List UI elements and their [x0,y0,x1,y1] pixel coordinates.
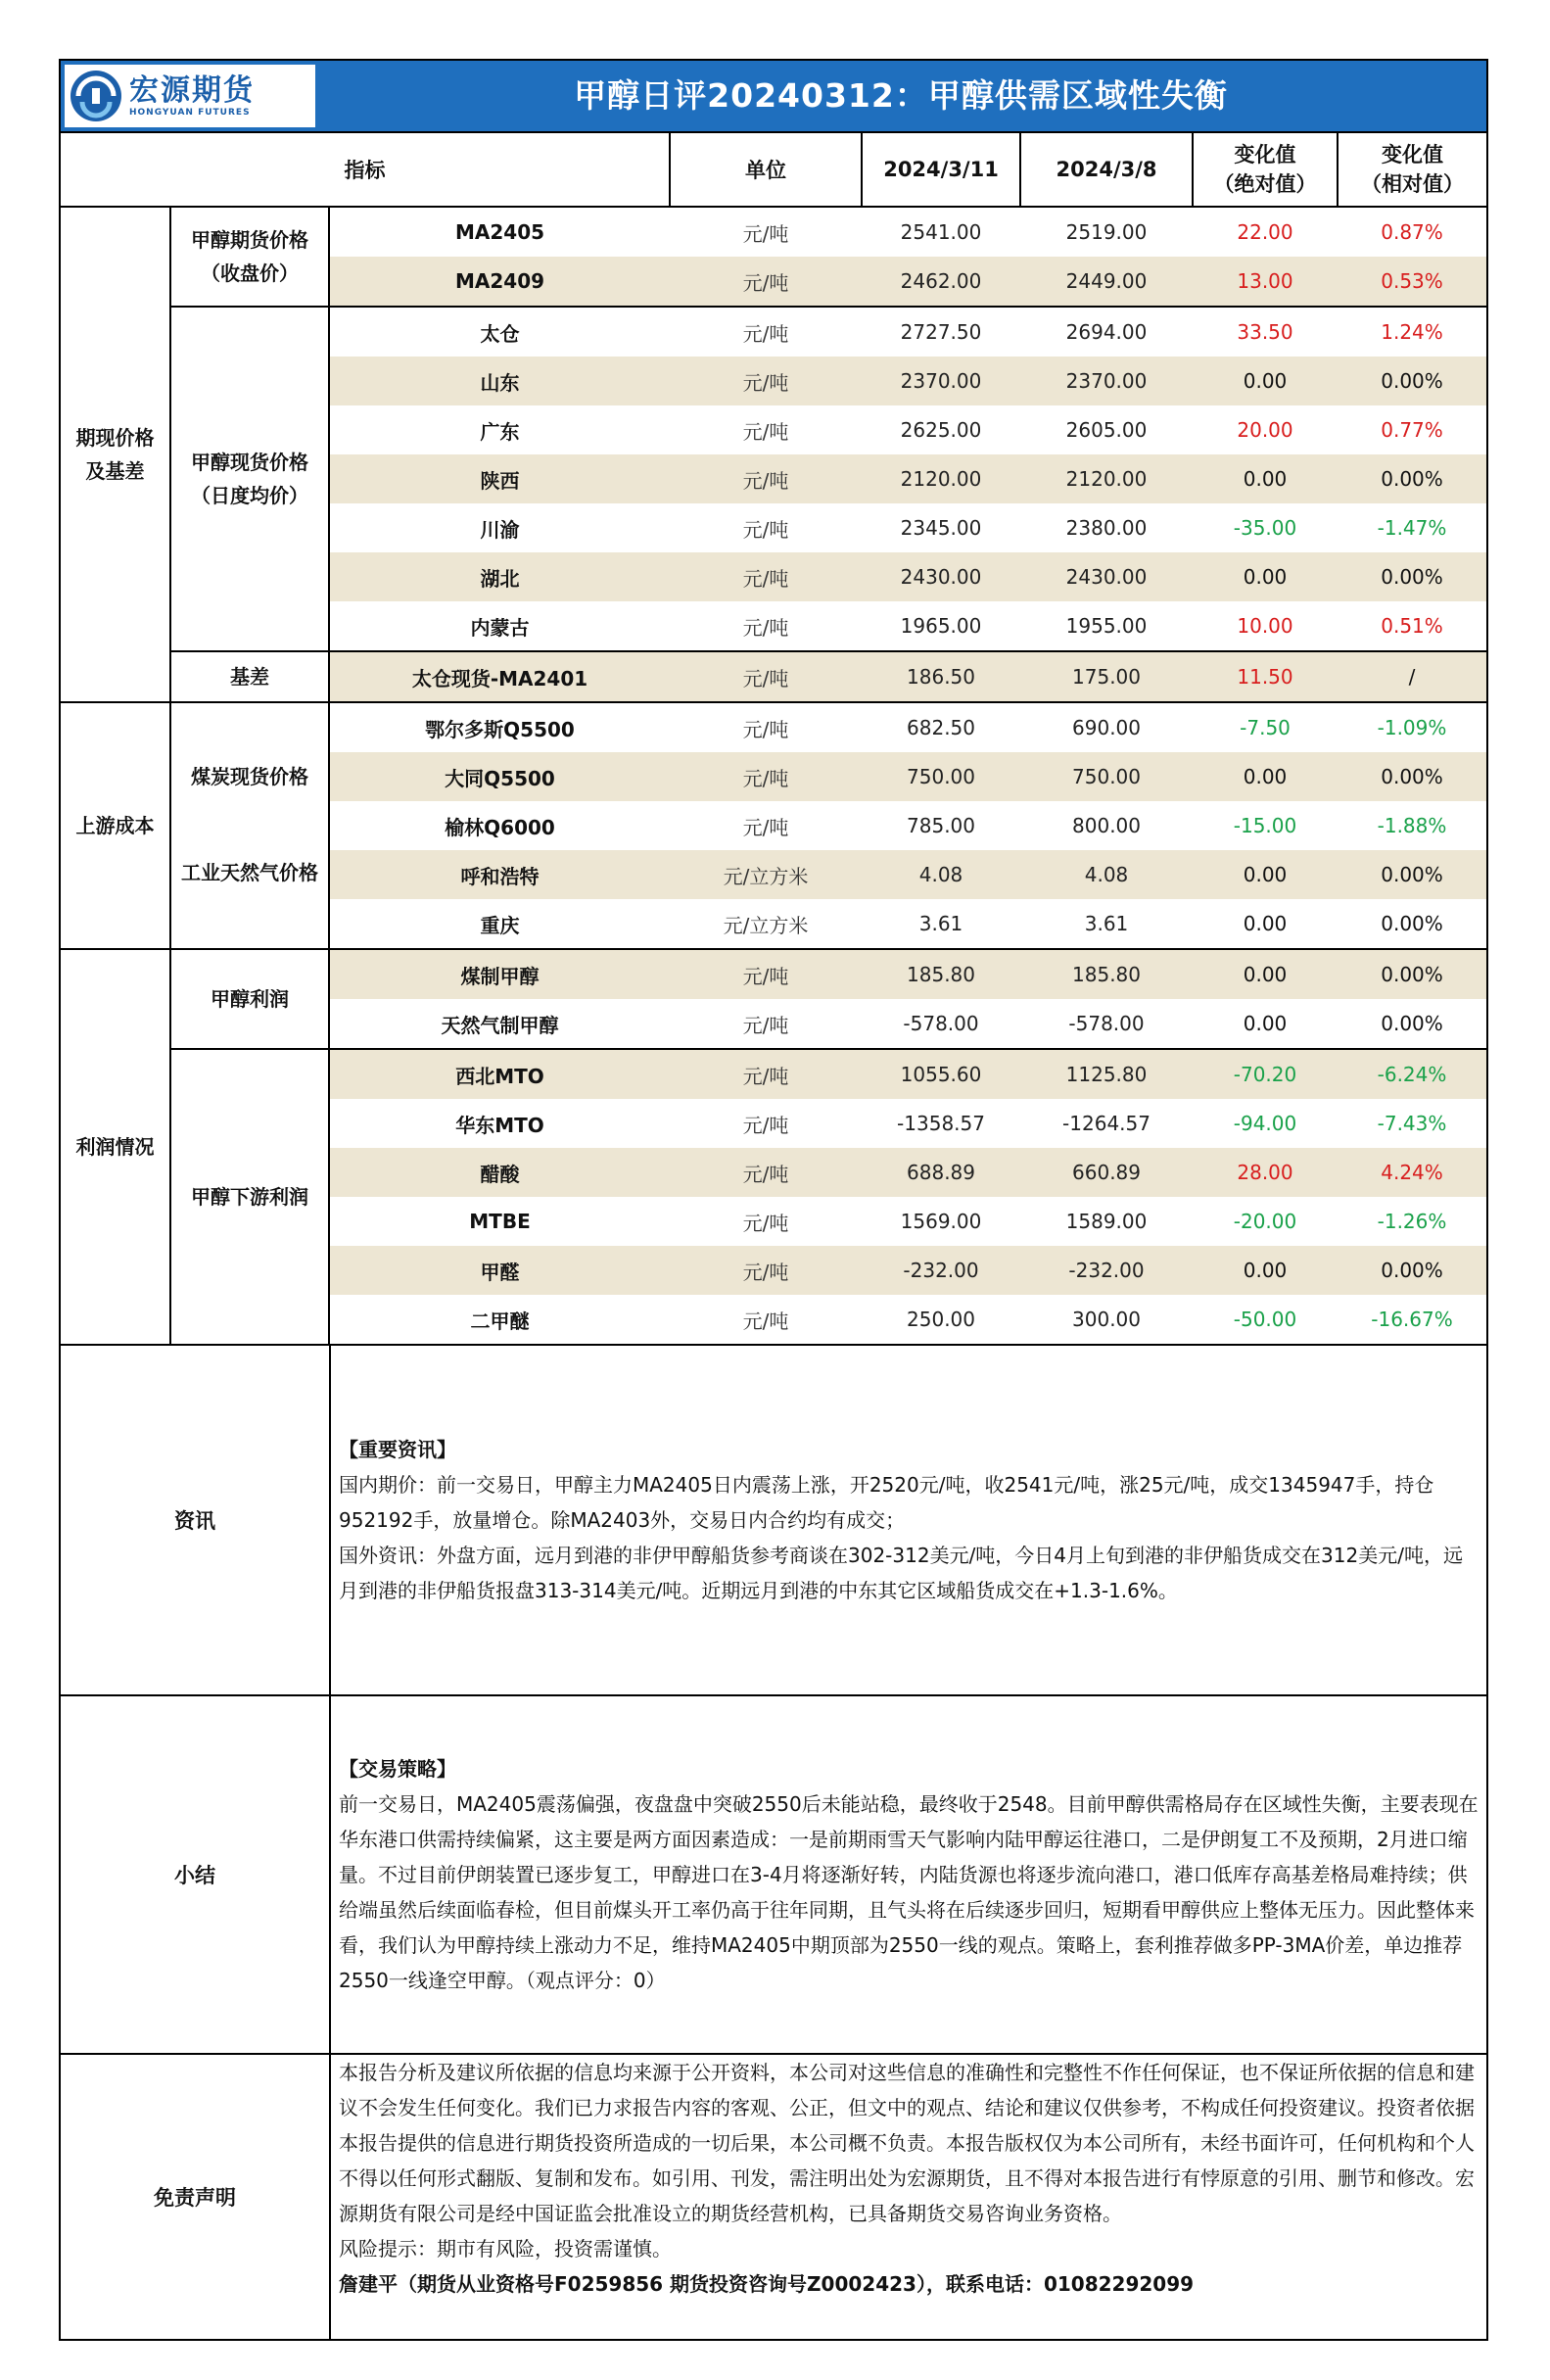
indicator-table [61,131,1486,1344]
indicator-name: 湖北 [329,552,670,601]
change-absolute: 0.00 [1243,912,1288,935]
unit-cell: 元/吨 [742,815,789,839]
change-relative: -1.26% [1377,1210,1447,1233]
value-date-2: 2605.00 [1065,418,1148,442]
analyst-info: 詹建平（期货从业资格号F0259856 期货投资咨询号Z0002423），联系电话：01082292099 [339,2272,1195,2296]
value-date-2: 2519.00 [1020,207,1193,257]
unit-cell: 元/吨 [742,517,789,542]
indicator-name: 煤制甲醇 [329,949,670,999]
change-relative: 4.24% [1338,1148,1486,1197]
change-relative: -16.67% [1371,1308,1453,1331]
table-header-row [61,132,1486,207]
logo-mark-icon [69,69,123,123]
value-date-1: 2430.00 [862,552,1020,601]
summary-section [61,1694,1486,2053]
change-absolute: 11.50 [1193,651,1338,702]
indicator-name: 大同Q5500 [329,752,670,801]
change-absolute: 33.50 [1193,307,1338,357]
header-date-1: 2024/3/11 [862,132,1020,207]
change-relative: -1.47% [1377,516,1447,540]
unit-cell: 元/吨 [670,552,862,601]
value-date-2: 2120.00 [1020,454,1193,503]
change-absolute: 28.00 [1193,1148,1338,1197]
indicator-name: 山东 [329,357,670,405]
unit-cell: 元/吨 [670,207,862,257]
value-date-1: 250.00 [907,1308,975,1331]
value-date-2: 1125.80 [1020,1049,1193,1099]
change-relative: 0.00% [1381,912,1443,935]
unit-cell: 元/吨 [742,1013,789,1037]
value-date-2: 3.61 [1084,912,1129,935]
change-relative: -7.43% [1377,1112,1447,1135]
category-upstream-cost: 上游成本 [61,702,170,949]
indicator-name: 天然气制甲醇 [441,1013,559,1037]
change-absolute: 0.00 [1193,850,1338,899]
unit-cell: 元/吨 [742,615,789,640]
value-date-1: 785.00 [907,814,975,837]
company-logo [65,65,315,127]
change-relative: -1.88% [1377,814,1447,837]
risk-warning: 风险提示：期市有风险，投资需谨慎。 [339,2237,672,2261]
value-date-1: 185.80 [862,949,1020,999]
unit-cell: 元/吨 [670,357,862,405]
unit-cell: 元/吨 [670,307,862,357]
indicator-name: 鄂尔多斯Q5500 [329,702,670,752]
subcategory-spot-price: 甲醇现货价格 （日度均价） [170,307,329,651]
indicator-name: MTBE [469,1210,531,1233]
change-absolute: 0.00 [1193,552,1338,601]
news-label: 资讯 [61,1346,331,1694]
subcategory-methanol-profit: 甲醇利润 [170,949,329,1049]
change-relative: 0.00% [1338,552,1486,601]
value-date-2: 660.89 [1020,1148,1193,1197]
news-domestic: 国内期价：前一交易日，甲醇主力MA2405日内震荡上涨，开2520元/吨，收2541元/吨，涨25元/吨，成交1345947手，持仓952192手，放量增仓。除MA2403外，交易日内合约均有成交； [339,1473,1434,1532]
value-date-1: -578.00 [903,1012,979,1035]
change-relative: 0.51% [1381,614,1443,638]
category-price-basis: 期现价格 及基差 [61,207,170,702]
indicator-name: 榆林Q6000 [445,815,555,839]
value-date-1: 1569.00 [900,1210,982,1233]
change-absolute: 0.00 [1193,454,1338,503]
subcategory-gas-price: 工业天然气价格 [170,850,329,949]
unit-cell: 元/吨 [670,1246,862,1295]
value-date-2: 300.00 [1072,1308,1141,1331]
disclaimer-body [331,2055,1486,2339]
news-heading: 【重要资讯】 [339,1438,456,1461]
value-date-2: 800.00 [1072,814,1141,837]
change-absolute: -70.20 [1193,1049,1338,1099]
logo-chinese-name: 宏源期货 [129,73,255,108]
value-date-2: -232.00 [1020,1246,1193,1295]
value-date-2: 2380.00 [1065,516,1148,540]
table-row [61,949,1486,999]
indicator-name: 陕西 [329,454,670,503]
table-row [61,307,1486,357]
value-date-2: -1264.57 [1062,1112,1151,1135]
change-relative: 0.87% [1338,207,1486,257]
change-absolute: -20.00 [1233,1210,1297,1233]
indicator-name: 太仓 [329,307,670,357]
value-date-1: 2120.00 [862,454,1020,503]
unit-cell: 元/吨 [742,1211,789,1235]
news-body [331,1346,1486,1694]
indicator-name: 华东MTO [455,1113,544,1137]
report-title: 甲醇日评20240312：甲醇供需区域性失衡 [574,76,1228,115]
value-date-1: 682.50 [862,702,1020,752]
summary-text: 前一交易日，MA2405震荡偏强，夜盘盘中突破2550后未能站稳，最终收于2548。目前甲醇供需格局存在区域性失衡，主要表现在华东港口供需持续偏紧，这主要是两方面因素造成：一是前期雨雪天气影响内陆甲醇运往港口，二是伊朗复工不及预期，2月进口缩量。不过目前伊朗装置已逐步复工，甲醇进口在3-4月将逐渐好转，内陆货源也将逐步流向港口，港口低库存高基差格局难持续；供给端虽然后续面临春检，但目前煤头开工率仍高于往年同期，且气头将在后续逐步回归，短期看甲醇供应上整体无压力。因此整体来看，我们认为甲醇持续上涨动力不足，维持MA2405中期顶部为2550一线的观点。策略上，套利推荐做多PP-3MA价差，单边推荐2550一线逢空甲醇。（观点评分：0） [339,1792,1479,1992]
change-absolute: 0.00 [1243,1012,1288,1035]
change-relative: 1.24% [1338,307,1486,357]
value-date-1: 2345.00 [900,516,982,540]
value-date-1: 2625.00 [900,418,982,442]
change-absolute: 10.00 [1237,614,1293,638]
header-change-relative: 变化值 （相对值） [1338,132,1486,207]
value-date-2: 1589.00 [1065,1210,1148,1233]
change-relative: 0.00% [1338,454,1486,503]
table-row [61,850,1486,899]
change-relative: 0.00% [1338,949,1486,999]
news-foreign: 国外资讯：外盘方面，远月到港的非伊甲醇船货参考商谈在302-312美元/吨，今日4月上旬到港的非伊船货成交在312美元/吨，远月到港的非伊船货报盘313-314美元/吨。近期远月到港的中东其它区域船货成交在+1.3-1.6%。 [339,1544,1463,1602]
unit-cell: 元/吨 [670,1049,862,1099]
header-change-absolute: 变化值 （绝对值） [1193,132,1338,207]
header-unit: 单位 [670,132,862,207]
value-date-2: 2694.00 [1020,307,1193,357]
header-indicator: 指标 [61,132,670,207]
value-date-1: 3.61 [918,912,963,935]
change-relative: 0.77% [1381,418,1443,442]
value-date-2: 2370.00 [1020,357,1193,405]
header-date-2: 2024/3/8 [1020,132,1193,207]
value-date-1: 2727.50 [862,307,1020,357]
table-row [61,207,1486,257]
category-profit: 利润情况 [61,949,170,1344]
unit-cell: 元/吨 [670,454,862,503]
value-date-1: 688.89 [862,1148,1020,1197]
table-row [61,702,1486,752]
change-absolute: -7.50 [1193,702,1338,752]
value-date-2: 750.00 [1020,752,1193,801]
unit-cell: 元/吨 [670,257,862,307]
indicator-name: 广东 [480,419,520,444]
change-absolute: -35.00 [1233,516,1297,540]
summary-body [331,1696,1486,2053]
value-date-2: 2449.00 [1020,257,1193,307]
change-relative: 0.00% [1338,752,1486,801]
news-section [61,1344,1486,1694]
value-date-2: 1955.00 [1065,614,1148,638]
indicator-name: 重庆 [480,913,520,937]
value-date-1: 1055.60 [862,1049,1020,1099]
value-date-2: 175.00 [1020,651,1193,702]
change-relative: / [1338,651,1486,702]
value-date-2: 690.00 [1020,702,1193,752]
change-relative: 0.00% [1338,357,1486,405]
value-date-1: 186.50 [862,651,1020,702]
change-absolute: 22.00 [1193,207,1338,257]
summary-heading: 【交易策略】 [339,1757,456,1781]
change-absolute: 0.00 [1193,949,1338,999]
unit-cell: 元/吨 [670,949,862,999]
value-date-2: -578.00 [1068,1012,1145,1035]
indicator-name: 太仓现货-MA2401 [329,651,670,702]
report [59,59,1488,2341]
change-absolute: -50.00 [1233,1308,1297,1331]
unit-cell: 元/吨 [670,651,862,702]
table-row [61,651,1486,702]
value-date-1: 2541.00 [862,207,1020,257]
change-absolute: 13.00 [1193,257,1338,307]
indicator-name: 川渝 [480,517,520,542]
change-absolute: 0.00 [1193,1246,1338,1295]
indicator-name: MA2405 [329,207,670,257]
unit-cell: 元/吨 [670,752,862,801]
subcategory-basis: 基差 [170,651,329,702]
unit-cell: 元/吨 [742,1113,789,1137]
value-date-1: 750.00 [862,752,1020,801]
change-absolute: 20.00 [1237,418,1293,442]
value-date-1: -1358.57 [897,1112,985,1135]
change-relative: 0.00% [1338,1246,1486,1295]
unit-cell: 元/吨 [670,1148,862,1197]
subcategory-downstream-profit: 甲醇下游利润 [170,1049,329,1344]
unit-cell: 元/吨 [670,702,862,752]
value-date-2: 185.80 [1020,949,1193,999]
indicator-name: 二甲醚 [470,1309,530,1333]
change-relative: 0.00% [1381,1012,1443,1035]
value-date-1: 4.08 [862,850,1020,899]
unit-cell: 元/立方米 [723,913,809,937]
change-relative: 0.00% [1338,850,1486,899]
indicator-name: 西北MTO [329,1049,670,1099]
disclaimer-section [61,2053,1486,2339]
change-relative: -6.24% [1338,1049,1486,1099]
table-row [61,1049,1486,1099]
value-date-1: 1965.00 [900,614,982,638]
disclaimer-label: 免责声明 [61,2055,331,2339]
logo-english-name: HONGYUAN FUTURES [129,108,251,118]
subcategory-coal-price: 煤炭现货价格 [170,702,329,850]
unit-cell: 元/立方米 [670,850,862,899]
change-absolute: -15.00 [1233,814,1297,837]
value-date-1: 2462.00 [862,257,1020,307]
unit-cell: 元/吨 [742,419,789,444]
disclaimer-text: 本报告分析及建议所依据的信息均来源于公开资料，本公司对这些信息的准确性和完整性不作任何保证，也不保证所依据的信息和建议不会发生任何变化。我们已力求报告内容的客观、公正，但文中的观点、结论和建议仅供参考，不构成任何投资建议。投资者依据本报告提供的信息进行期货投资所造成的一切后果，本公司概不负责。本报告版权仅为本公司所有，未经书面许可，任何机构和个人不得以任何形式翻版、复制和发布。如引用、刊发，需注明出处为宏源期货，且不得对本报告进行有悖原意的引用、删节和修改。宏源期货有限公司是经中国证监会批准设立的期货经营机构，已具备期货交易咨询业务资格。 [339,2061,1475,2225]
change-absolute: -94.00 [1233,1112,1297,1135]
report-header [61,61,1486,131]
change-relative: 0.53% [1338,257,1486,307]
value-date-2: 4.08 [1020,850,1193,899]
indicator-name: 内蒙古 [470,615,530,640]
change-absolute: 0.00 [1193,357,1338,405]
summary-label: 小结 [61,1696,331,2053]
indicator-name: 呼和浩特 [329,850,670,899]
change-relative: -1.09% [1338,702,1486,752]
indicator-name: 醋酸 [329,1148,670,1197]
change-absolute: 0.00 [1193,752,1338,801]
indicator-name: MA2409 [329,257,670,307]
value-date-2: 2430.00 [1020,552,1193,601]
indicator-name: 甲醛 [329,1246,670,1295]
value-date-1: 2370.00 [862,357,1020,405]
subcategory-futures-price: 甲醇期货价格 （收盘价） [170,207,329,307]
unit-cell: 元/吨 [742,1309,789,1333]
value-date-1: -232.00 [862,1246,1020,1295]
